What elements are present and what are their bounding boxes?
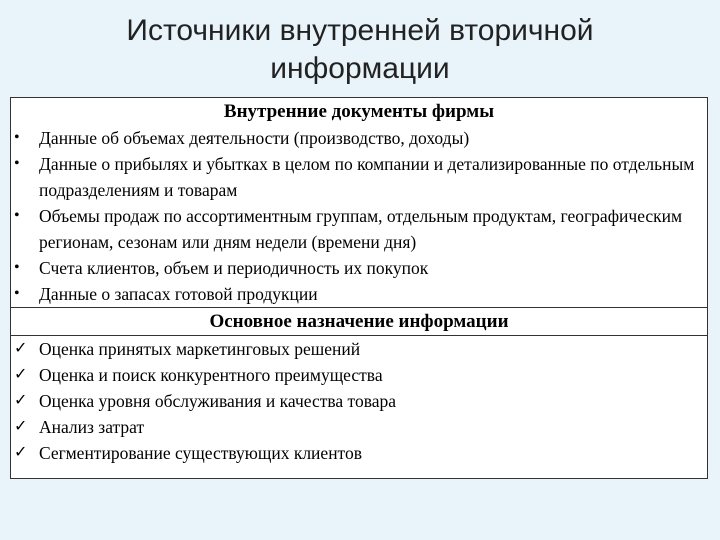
list-item-text: Объемы продаж по ассортиментным группам, отдельным продуктам, географическим регионам, сезонам или дням недели (времени дня) <box>39 206 683 252</box>
list-item-text: Данные об объемах деятельности (производство, доходы) <box>39 128 470 148</box>
checkmark-icon: ✓ <box>14 340 28 357</box>
list-item-text: Анализ затрат <box>39 417 145 437</box>
checkmark-icon: ✓ <box>14 366 28 383</box>
list-item-text: Оценка уровня обслуживания и качества товара <box>39 391 397 411</box>
list-item-text: Сегментирование существующих клиентов <box>39 443 362 463</box>
section-heading-purpose: Основное назначение информации <box>209 311 509 332</box>
page-title: Источники внутренней вторичной информации <box>126 14 594 85</box>
list-item <box>11 151 707 203</box>
content-box <box>10 97 708 479</box>
list-item <box>11 125 707 151</box>
list-item <box>11 336 707 362</box>
list-item-text: Данные о прибылях и убытках в целом по компании и детализированные по отдельным подразделениям и товарам <box>39 154 695 200</box>
checkmark-icon: ✓ <box>14 418 28 435</box>
internal-documents-list <box>11 125 707 307</box>
bullet-icon: • <box>14 129 20 146</box>
list-item-text: Счета клиентов, объем и периодичность их покупок <box>39 258 429 278</box>
list-item <box>11 281 707 307</box>
checkmark-icon: ✓ <box>14 392 28 409</box>
bullet-icon: • <box>14 207 20 224</box>
section-heading-internal-documents: Внутренние документы фирмы <box>223 101 495 122</box>
list-item <box>11 362 707 388</box>
list-item-text: Оценка и поиск конкурентного преимущества <box>39 365 383 385</box>
list-item <box>11 388 707 414</box>
purpose-list <box>11 336 707 466</box>
list-item-text: Оценка принятых маркетинговых решений <box>39 339 361 359</box>
bullet-icon: • <box>14 285 20 302</box>
list-item <box>11 255 707 281</box>
list-item-text: Данные о запасах готовой продукции <box>39 284 318 304</box>
list-item <box>11 414 707 440</box>
list-item <box>11 203 707 255</box>
checkmark-icon: ✓ <box>14 444 28 461</box>
bullet-icon: • <box>14 155 20 172</box>
bullet-icon: • <box>14 259 20 276</box>
list-item <box>11 440 707 466</box>
